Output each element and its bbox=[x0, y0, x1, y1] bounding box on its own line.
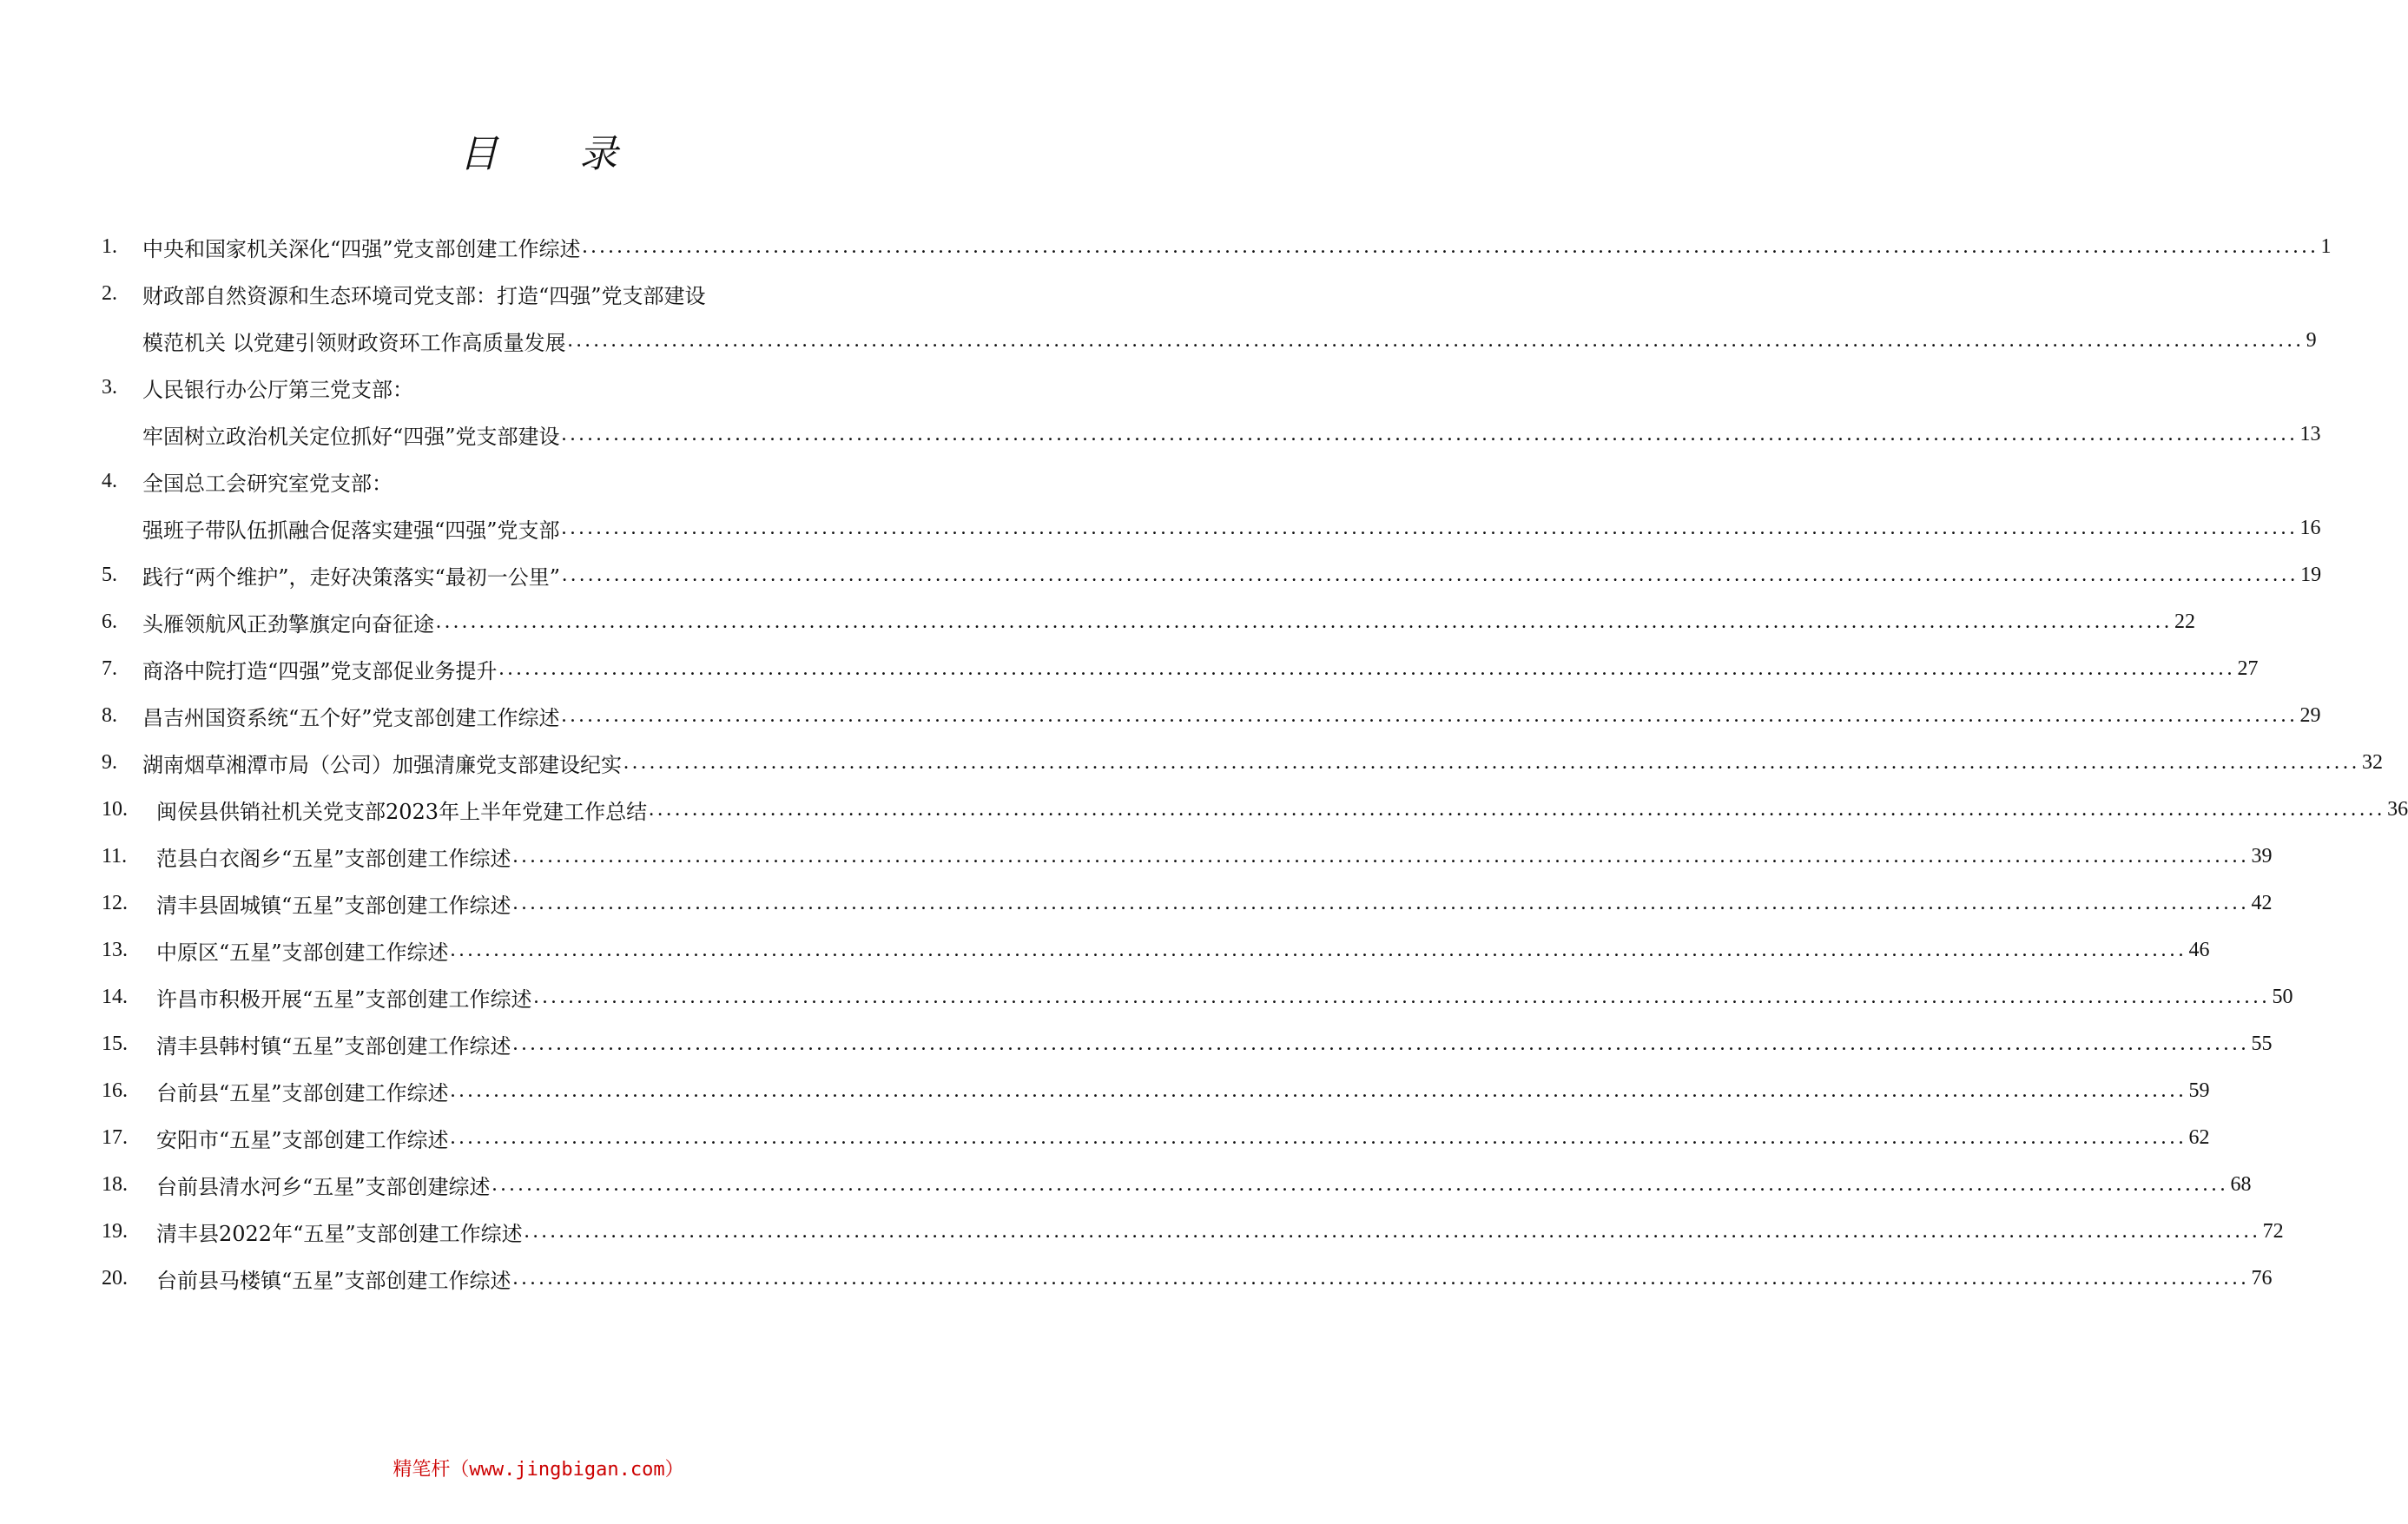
toc-entry-title: 清丰县韩村镇“五星”支部创建工作综述 bbox=[156, 1033, 511, 1059]
toc-dot-leader: ........................................................................................................................................................................................................ bbox=[524, 1219, 2261, 1243]
toc-entry-line[interactable] bbox=[102, 973, 2293, 1020]
toc-entry-number: 9. bbox=[102, 750, 117, 774]
footer-watermark[interactable]: 精笔杆（www.jingbigan.com） bbox=[393, 1459, 684, 1481]
toc-page-number: 55 bbox=[2251, 1032, 2273, 1055]
toc-page-number: 36 bbox=[2387, 797, 2408, 821]
toc-entry-line[interactable] bbox=[102, 927, 2210, 973]
toc-dot-leader: ........................................................................................................................................................................................................ bbox=[436, 610, 2173, 633]
toc-entry-title: 牢固树立政治机关定位抓好“四强”党支部建设 bbox=[142, 424, 560, 449]
toc-dot-leader: ........................................................................................................................................................................................................ bbox=[561, 703, 2299, 727]
toc-entry-line[interactable] bbox=[102, 505, 2321, 551]
toc-entry-title: 头雁领航风正劲擎旗定向奋征途 bbox=[142, 611, 434, 637]
toc-page-number: 22 bbox=[2174, 610, 2195, 633]
toc-entry-line[interactable] bbox=[102, 786, 2408, 833]
toc-entry-title: 人民银行办公厅第三党支部： bbox=[142, 377, 413, 402]
toc-entry-line[interactable] bbox=[102, 1208, 2284, 1255]
toc-page-number: 9 bbox=[2306, 328, 2317, 352]
toc-dot-leader: ........................................................................................................................................................................................................ bbox=[491, 1172, 2229, 1196]
page-title: 目 录 bbox=[459, 132, 652, 176]
toc-entry-line[interactable] bbox=[102, 1255, 2273, 1302]
toc-entry-title: 安阳市“五星”支部创建工作综述 bbox=[156, 1127, 449, 1152]
toc-page-number: 16 bbox=[2299, 516, 2321, 539]
toc-page-number: 42 bbox=[2251, 891, 2273, 914]
toc-entry-line[interactable] bbox=[102, 1020, 2273, 1067]
toc-entry-title: 商洛中院打造“四强”党支部促业务提升 bbox=[142, 658, 498, 683]
toc-page-number: 29 bbox=[2299, 703, 2321, 727]
toc-page-number: 46 bbox=[2188, 938, 2210, 961]
toc-dot-leader: ........................................................................................................................................................................................................ bbox=[450, 1079, 2187, 1102]
toc-entry-title: 践行“两个维护”，走好决策落实“最初一公里” bbox=[142, 564, 561, 590]
toc-entry-number: 17. bbox=[102, 1125, 128, 1149]
toc-entry-number: 4. bbox=[102, 469, 117, 492]
toc-dot-leader: ........................................................................................................................................................................................................ bbox=[533, 985, 2271, 1008]
toc-dot-leader: ........................................................................................................................................................................................................ bbox=[512, 891, 2250, 914]
toc-entry-number: 11. bbox=[102, 844, 128, 868]
toc-entry-line[interactable] bbox=[102, 1114, 2210, 1161]
toc-dot-leader: ........................................................................................................................................................................................................ bbox=[567, 328, 2305, 352]
toc-page-number: 76 bbox=[2251, 1266, 2273, 1290]
toc-page-number: 13 bbox=[2299, 422, 2321, 445]
toc-dot-leader: ........................................................................................................................................................................................................ bbox=[649, 797, 2386, 821]
table-of-contents bbox=[102, 223, 2408, 1302]
toc-entry-number: 10. bbox=[102, 797, 128, 821]
toc-page-number: 39 bbox=[2251, 844, 2273, 868]
toc-dot-leader: ........................................................................................................................................................................................................ bbox=[498, 656, 2236, 680]
toc-entry-number: 20. bbox=[102, 1266, 128, 1290]
toc-entry-number: 13. bbox=[102, 938, 128, 961]
toc-entry-title: 财政部自然资源和生态环境司党支部：打造“四强”党支部建设 bbox=[142, 283, 706, 308]
toc-entry-title: 范县白衣阁乡“五星”支部创建工作综述 bbox=[156, 846, 511, 871]
toc-entry-line[interactable] bbox=[102, 598, 2195, 645]
toc-entry-number: 19. bbox=[102, 1219, 128, 1243]
toc-entry-line[interactable] bbox=[102, 270, 977, 317]
toc-entry-line[interactable] bbox=[102, 1067, 2210, 1114]
toc-entry-number: 16. bbox=[102, 1079, 128, 1102]
toc-page-number: 1 bbox=[2320, 234, 2332, 258]
toc-page-number: 32 bbox=[2362, 750, 2383, 774]
toc-entry-number: 5. bbox=[102, 563, 117, 586]
toc-entry-title: 清丰县2022年“五星”支部创建工作综述 bbox=[156, 1221, 523, 1246]
toc-entry-line[interactable] bbox=[102, 364, 977, 411]
toc-dot-leader: ........................................................................................................................................................................................................ bbox=[623, 750, 2360, 774]
toc-dot-leader: ........................................................................................................................................................................................................ bbox=[512, 1266, 2250, 1290]
toc-entry-number: 8. bbox=[102, 703, 117, 727]
toc-dot-leader: ........................................................................................................................................................................................................ bbox=[562, 563, 2299, 586]
toc-entry-line[interactable] bbox=[102, 880, 2273, 927]
toc-entry-title: 许昌市积极开展“五星”支部创建工作综述 bbox=[156, 986, 532, 1012]
toc-entry-title: 全国总工会研究室党支部： bbox=[142, 471, 393, 496]
toc-entry-title: 台前县“五星”支部创建工作综述 bbox=[156, 1080, 449, 1105]
toc-entry-line[interactable] bbox=[102, 458, 977, 505]
toc-entry-line[interactable] bbox=[102, 317, 2317, 364]
toc-dot-leader: ........................................................................................................................................................................................................ bbox=[512, 1032, 2250, 1055]
toc-page-number: 19 bbox=[2300, 563, 2322, 586]
toc-entry-line[interactable] bbox=[102, 833, 2273, 880]
toc-page-number: 62 bbox=[2188, 1125, 2210, 1149]
toc-page-number: 27 bbox=[2237, 656, 2259, 680]
toc-entry-number: 18. bbox=[102, 1172, 128, 1196]
toc-entry-line[interactable] bbox=[102, 223, 2332, 270]
toc-page-number: 68 bbox=[2230, 1172, 2252, 1196]
toc-entry-title: 台前县马楼镇“五星”支部创建工作综述 bbox=[156, 1268, 511, 1293]
toc-entry-number: 3. bbox=[102, 375, 117, 399]
toc-entry-number: 2. bbox=[102, 281, 117, 305]
toc-entry-title: 台前县清水河乡“五星”支部创建综述 bbox=[156, 1174, 491, 1199]
toc-page-number: 50 bbox=[2272, 985, 2293, 1008]
toc-entry-number: 14. bbox=[102, 985, 128, 1008]
toc-entry-number: 1. bbox=[102, 234, 117, 258]
toc-entry-line[interactable] bbox=[102, 739, 2383, 786]
toc-dot-leader: ........................................................................................................................................................................................................ bbox=[450, 938, 2187, 961]
toc-entry-line[interactable] bbox=[102, 551, 2322, 598]
toc-dot-leader: ........................................................................................................................................................................................................ bbox=[582, 234, 2319, 258]
toc-entry-line[interactable] bbox=[102, 645, 2259, 692]
toc-entry-line[interactable] bbox=[102, 692, 2321, 739]
toc-entry-number: 6. bbox=[102, 610, 117, 633]
toc-entry-title: 模范机关 以党建引领财政资环工作高质量发展 bbox=[142, 330, 566, 355]
toc-dot-leader: ........................................................................................................................................................................................................ bbox=[561, 422, 2299, 445]
toc-dot-leader: ........................................................................................................................................................................................................ bbox=[512, 844, 2250, 868]
toc-entry-title: 清丰县固城镇“五星”支部创建工作综述 bbox=[156, 893, 511, 918]
toc-entry-title: 中央和国家机关深化“四强”党支部创建工作综述 bbox=[142, 236, 581, 261]
toc-entry-number: 15. bbox=[102, 1032, 128, 1055]
toc-dot-leader: ........................................................................................................................................................................................................ bbox=[450, 1125, 2187, 1149]
toc-entry-title: 昌吉州国资系统“五个好”党支部创建工作综述 bbox=[142, 705, 560, 730]
toc-dot-leader: ........................................................................................................................................................................................................ bbox=[561, 516, 2299, 539]
toc-entry-title: 强班子带队伍抓融合促落实建强“四强”党支部 bbox=[142, 518, 560, 543]
toc-entry-title: 湖南烟草湘潭市局（公司）加强清廉党支部建设纪实 bbox=[142, 752, 622, 777]
toc-page-number: 59 bbox=[2188, 1079, 2210, 1102]
toc-entry-line[interactable] bbox=[102, 1161, 2252, 1208]
toc-entry-number: 12. bbox=[102, 891, 128, 914]
toc-page-number: 72 bbox=[2262, 1219, 2284, 1243]
toc-entry-line[interactable] bbox=[102, 411, 2321, 458]
toc-entry-number: 7. bbox=[102, 656, 117, 680]
toc-entry-title: 闽侯县供销社机关党支部2023年上半年党建工作总结 bbox=[156, 799, 648, 824]
toc-entry-title: 中原区“五星”支部创建工作综述 bbox=[156, 940, 449, 965]
